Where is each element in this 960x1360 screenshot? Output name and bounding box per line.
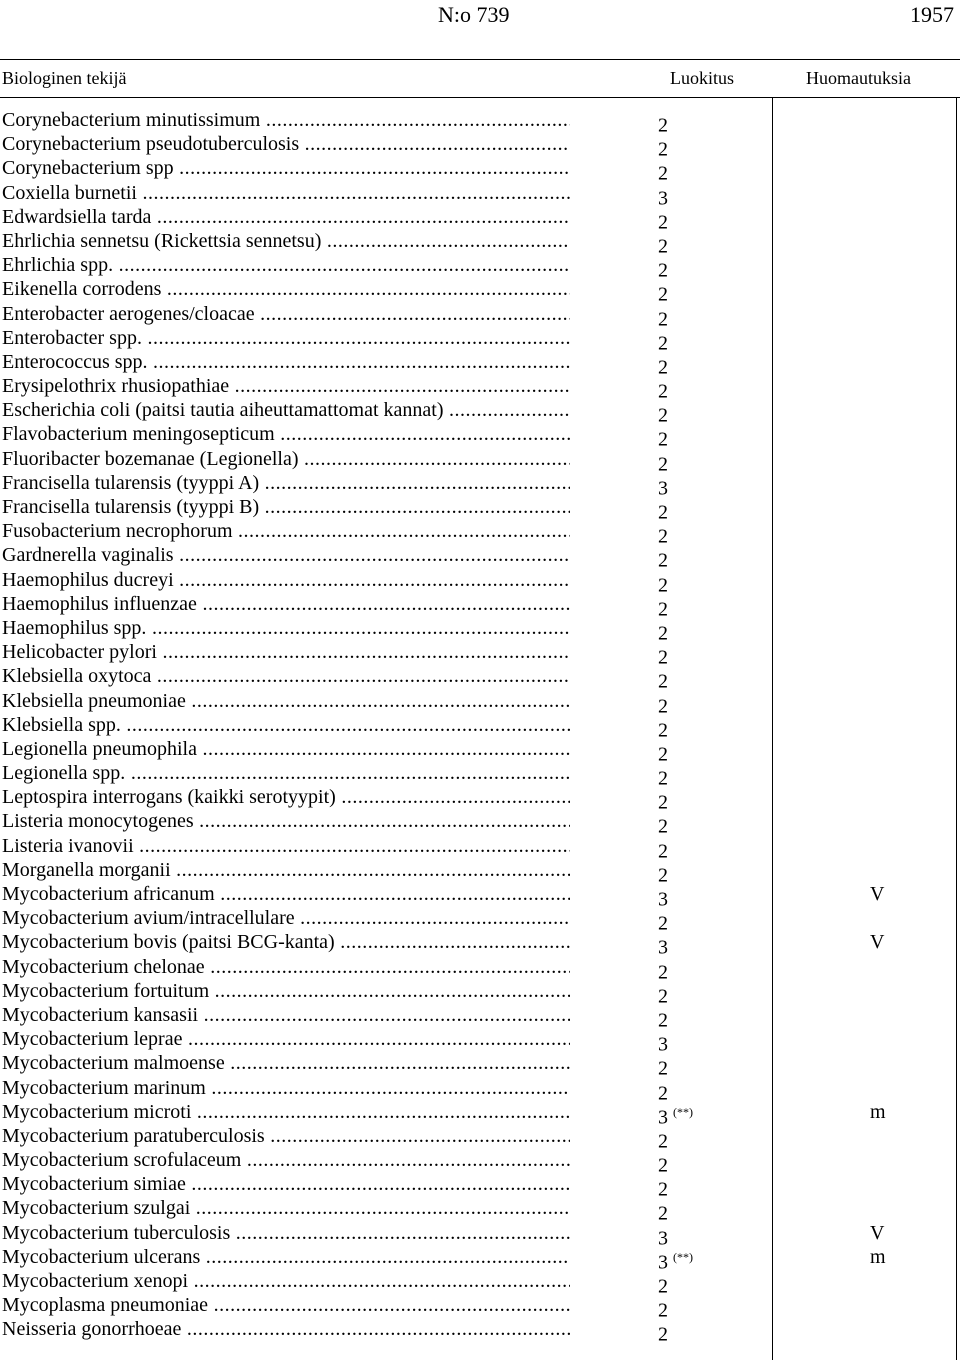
organism-name: Klebsiella pneumoniae .....: [2, 689, 570, 713]
footnote-marker: (**): [673, 1249, 693, 1264]
table-row: [0, 785, 960, 814]
risk-class-value: 2: [658, 574, 668, 597]
risk-class-value: 2: [658, 114, 668, 137]
table-row: [0, 640, 960, 669]
table-row: [0, 1269, 960, 1298]
risk-class-value: 2: [658, 308, 668, 331]
organism-name: Klebsiella oxytoca .....: [2, 664, 570, 688]
risk-class-value: 3: [658, 187, 668, 210]
table-row: [0, 495, 960, 524]
organism-name: Mycoplasma pneumoniae .....: [2, 1293, 570, 1317]
organism-name: Mycobacterium leprae .....: [2, 1027, 570, 1051]
organism-name: Corynebacterium minutissimum .....: [2, 108, 570, 132]
organism-name: Francisella tularensis (tyyppi A) .....: [2, 471, 570, 495]
risk-class-value: 3: [658, 1227, 668, 1250]
risk-class-value: 2: [658, 1154, 668, 1177]
table-row: [0, 1172, 960, 1201]
organism-name: Eikenella corrodens .....: [2, 277, 570, 301]
risk-class-value: 2: [658, 1130, 668, 1153]
organism-name: Mycobacterium kansasii .....: [2, 1003, 570, 1027]
risk-class-value: 2: [658, 743, 668, 766]
risk-class-value: 2: [658, 1299, 668, 1322]
table-row: [0, 1293, 960, 1322]
risk-class-value: 2: [658, 1009, 668, 1032]
table-row: [0, 398, 960, 427]
risk-class-value: 2: [658, 985, 668, 1008]
table-row: [0, 350, 960, 379]
risk-class-value: 3: [658, 1106, 668, 1129]
risk-class-value: 3: [658, 888, 668, 911]
organism-name: Mycobacterium marinum .....: [2, 1076, 570, 1100]
organism-name: Mycobacterium simiae .....: [2, 1172, 570, 1196]
remark: V: [870, 931, 885, 954]
table-row: [0, 616, 960, 645]
table-row: [0, 955, 960, 984]
organism-name: Fluoribacter bozemanae (Legionella) .....: [2, 447, 570, 471]
table-row: [0, 277, 960, 306]
organism-name: Mycobacterium szulgai .....: [2, 1196, 570, 1220]
table-row: [0, 979, 960, 1008]
risk-class-value: 2: [658, 622, 668, 645]
organism-name: Gardnerella vaginalis .....: [2, 543, 570, 567]
organism-name: Mycobacterium tuberculosis .....: [2, 1221, 570, 1245]
risk-class-value: 2: [658, 235, 668, 258]
risk-class-value: 3: [658, 1033, 668, 1056]
organism-name: Mycobacterium fortuitum .....: [2, 979, 570, 1003]
table-row: [0, 543, 960, 573]
organism-name: Haemophilus spp. .....: [2, 616, 570, 640]
page-number: 1957: [910, 2, 954, 27]
risk-class-value: 2: [658, 840, 668, 863]
table-row: [0, 132, 960, 161]
organism-name: Klebsiella spp. .....: [2, 713, 570, 737]
organism-name: Erysipelothrix rhusiopathiae .....: [2, 374, 570, 398]
risk-class-value: 2: [658, 695, 668, 718]
organism-name: Legionella pneumophila .....: [2, 737, 570, 761]
risk-class: [658, 1317, 673, 1347]
risk-class-value: 2: [658, 453, 668, 476]
remark: V: [870, 1221, 885, 1244]
table-row: [0, 713, 960, 742]
table-row: [0, 1027, 960, 1056]
risk-class-value: 2: [658, 356, 668, 379]
organism-name: Corynebacterium pseudotuberculosis .....: [2, 132, 570, 156]
risk-class-value: 2: [658, 598, 668, 621]
risk-class-value: 2: [658, 525, 668, 548]
organism-name: Edwardsiella tarda .....: [2, 205, 570, 229]
risk-class-value: 2: [658, 283, 668, 306]
risk-class-value: 2: [658, 961, 668, 984]
organism-name: Ehrlichia sennetsu (Rickettsia sennetsu) .....: [2, 229, 570, 253]
risk-class-value: 2: [658, 211, 668, 234]
table-row: [0, 568, 960, 597]
organism-name: Mycobacterium africanum .....: [2, 882, 570, 906]
risk-class-value: 2: [658, 1275, 668, 1298]
organism-name: Francisella tularensis (tyyppi B) .....: [2, 495, 570, 519]
table-row: [0, 1076, 960, 1105]
organism-name: Mycobacterium ulcerans .....: [2, 1245, 570, 1269]
organism-name: Helicobacter pylori .....: [2, 640, 570, 664]
organism-name: Legionella spp. .....: [2, 761, 570, 785]
remark: m: [870, 1245, 886, 1268]
table-row: [0, 302, 960, 331]
risk-class-value: 2: [658, 719, 668, 742]
table-row: [0, 205, 960, 234]
organism-name: Morganella morganii .....: [2, 858, 570, 882]
organism-name: Flavobacterium meningosepticum .....: [2, 422, 570, 446]
table-row: [0, 253, 960, 282]
risk-class-value: 2: [658, 1082, 668, 1105]
table-row: [0, 229, 960, 258]
organism-name: Listeria ivanovii .....: [2, 834, 570, 858]
risk-class-value: 2: [658, 501, 668, 524]
table-row: [0, 1100, 960, 1129]
organism-name: Mycobacterium chelonae .....: [2, 955, 570, 979]
organism-name: Haemophilus influenzae .....: [2, 592, 570, 616]
table-row: [0, 1221, 960, 1250]
organism-name: Coxiella burnetii .....: [2, 181, 570, 205]
risk-class-value: 2: [658, 912, 668, 935]
header-bottom-rule: [0, 97, 960, 98]
organism-name: Mycobacterium xenopi .....: [2, 1269, 570, 1293]
table-row: [0, 930, 960, 960]
risk-class-value: 2: [658, 259, 668, 282]
organism-table: [0, 108, 960, 1347]
risk-class-value: 2: [658, 550, 668, 573]
risk-class-value: 2: [658, 138, 668, 161]
table-row: [0, 181, 960, 210]
risk-class-value: 2: [658, 1178, 668, 1201]
table-row: [0, 374, 960, 403]
header-top-rule: [0, 59, 960, 60]
table-row: [0, 1196, 960, 1226]
table-row: [0, 689, 960, 718]
table-row: [0, 592, 960, 621]
organism-name: Haemophilus ducreyi .....: [2, 568, 570, 592]
table-row: [0, 858, 960, 887]
column-header-class: Luokitus: [670, 68, 735, 88]
organism-name: Enterobacter aerogenes/cloacae .....: [2, 302, 570, 326]
risk-class-value: 2: [658, 864, 668, 887]
table-row: [0, 1051, 960, 1080]
column-header-organism: Biologinen tekijä: [2, 68, 127, 88]
risk-class-value: 2: [658, 332, 668, 355]
table-row: [0, 809, 960, 839]
risk-class-value: 2: [658, 163, 668, 186]
table-row: [0, 737, 960, 766]
organism-name: Mycobacterium microti .....: [2, 1100, 570, 1124]
organism-name: Ehrlichia spp. .....: [2, 253, 570, 277]
footnote-marker: (**): [673, 1104, 693, 1119]
risk-class-value: 2: [658, 1203, 668, 1226]
table-row: [0, 326, 960, 355]
column-header-notes: Huomautuksia: [806, 68, 911, 88]
risk-class-value: 2: [658, 1324, 668, 1347]
table-row: [0, 1148, 960, 1177]
organism-name: Enterobacter spp. .....: [2, 326, 570, 350]
remark: m: [870, 1100, 886, 1123]
risk-class-value: 2: [658, 670, 668, 693]
risk-class-value: 2: [658, 767, 668, 790]
risk-class-value: 2: [658, 404, 668, 427]
organism-name: Leptospira interrogans (kaikki serotyypit) .....: [2, 785, 570, 809]
table-row: [0, 906, 960, 935]
organism-name: Escherichia coli (paitsi tautia aiheuttamattomat kannat) .....: [2, 398, 570, 422]
table-row: [0, 1003, 960, 1032]
table-row: [0, 108, 960, 137]
organism-name: Listeria monocytogenes .....: [2, 809, 570, 833]
organism-name: Corynebacterium spp .....: [2, 156, 570, 180]
table-row: [0, 519, 960, 548]
table-row: [0, 447, 960, 476]
organism-name: Fusobacterium necrophorum .....: [2, 519, 570, 543]
table-row: [0, 156, 960, 186]
organism-name: Mycobacterium bovis (paitsi BCG-kanta) .....: [2, 930, 570, 954]
table-row: [0, 834, 960, 863]
table-row: [0, 422, 960, 452]
organism-name: Neisseria gonorrhoeae .....: [2, 1317, 570, 1341]
risk-class-value: 2: [658, 1057, 668, 1080]
table-row: [0, 1317, 960, 1347]
organism-name: Mycobacterium avium/intracellulare .....: [2, 906, 570, 930]
table-row: [0, 1124, 960, 1153]
table-row: [0, 664, 960, 693]
risk-class-value: 2: [658, 380, 668, 403]
table-row: [0, 471, 960, 500]
table-row: [0, 761, 960, 790]
risk-class-value: 2: [658, 646, 668, 669]
risk-class-value: 2: [658, 791, 668, 814]
risk-class-value: 3: [658, 1251, 668, 1274]
organism-name: Mycobacterium scrofulaceum .....: [2, 1148, 570, 1172]
risk-class-value: 3: [658, 477, 668, 500]
remark: V: [870, 883, 885, 905]
risk-class-value: 2: [658, 429, 668, 452]
risk-class-value: 2: [658, 816, 668, 839]
table-row: [0, 882, 960, 911]
organism-name: Enterococcus spp. .....: [2, 350, 570, 374]
organism-name: Mycobacterium malmoense .....: [2, 1051, 570, 1075]
document-number: N:o 739: [438, 2, 510, 27]
risk-class-value: 3: [658, 937, 668, 960]
table-row: [0, 1245, 960, 1274]
organism-name: Mycobacterium paratuberculosis .....: [2, 1124, 570, 1148]
